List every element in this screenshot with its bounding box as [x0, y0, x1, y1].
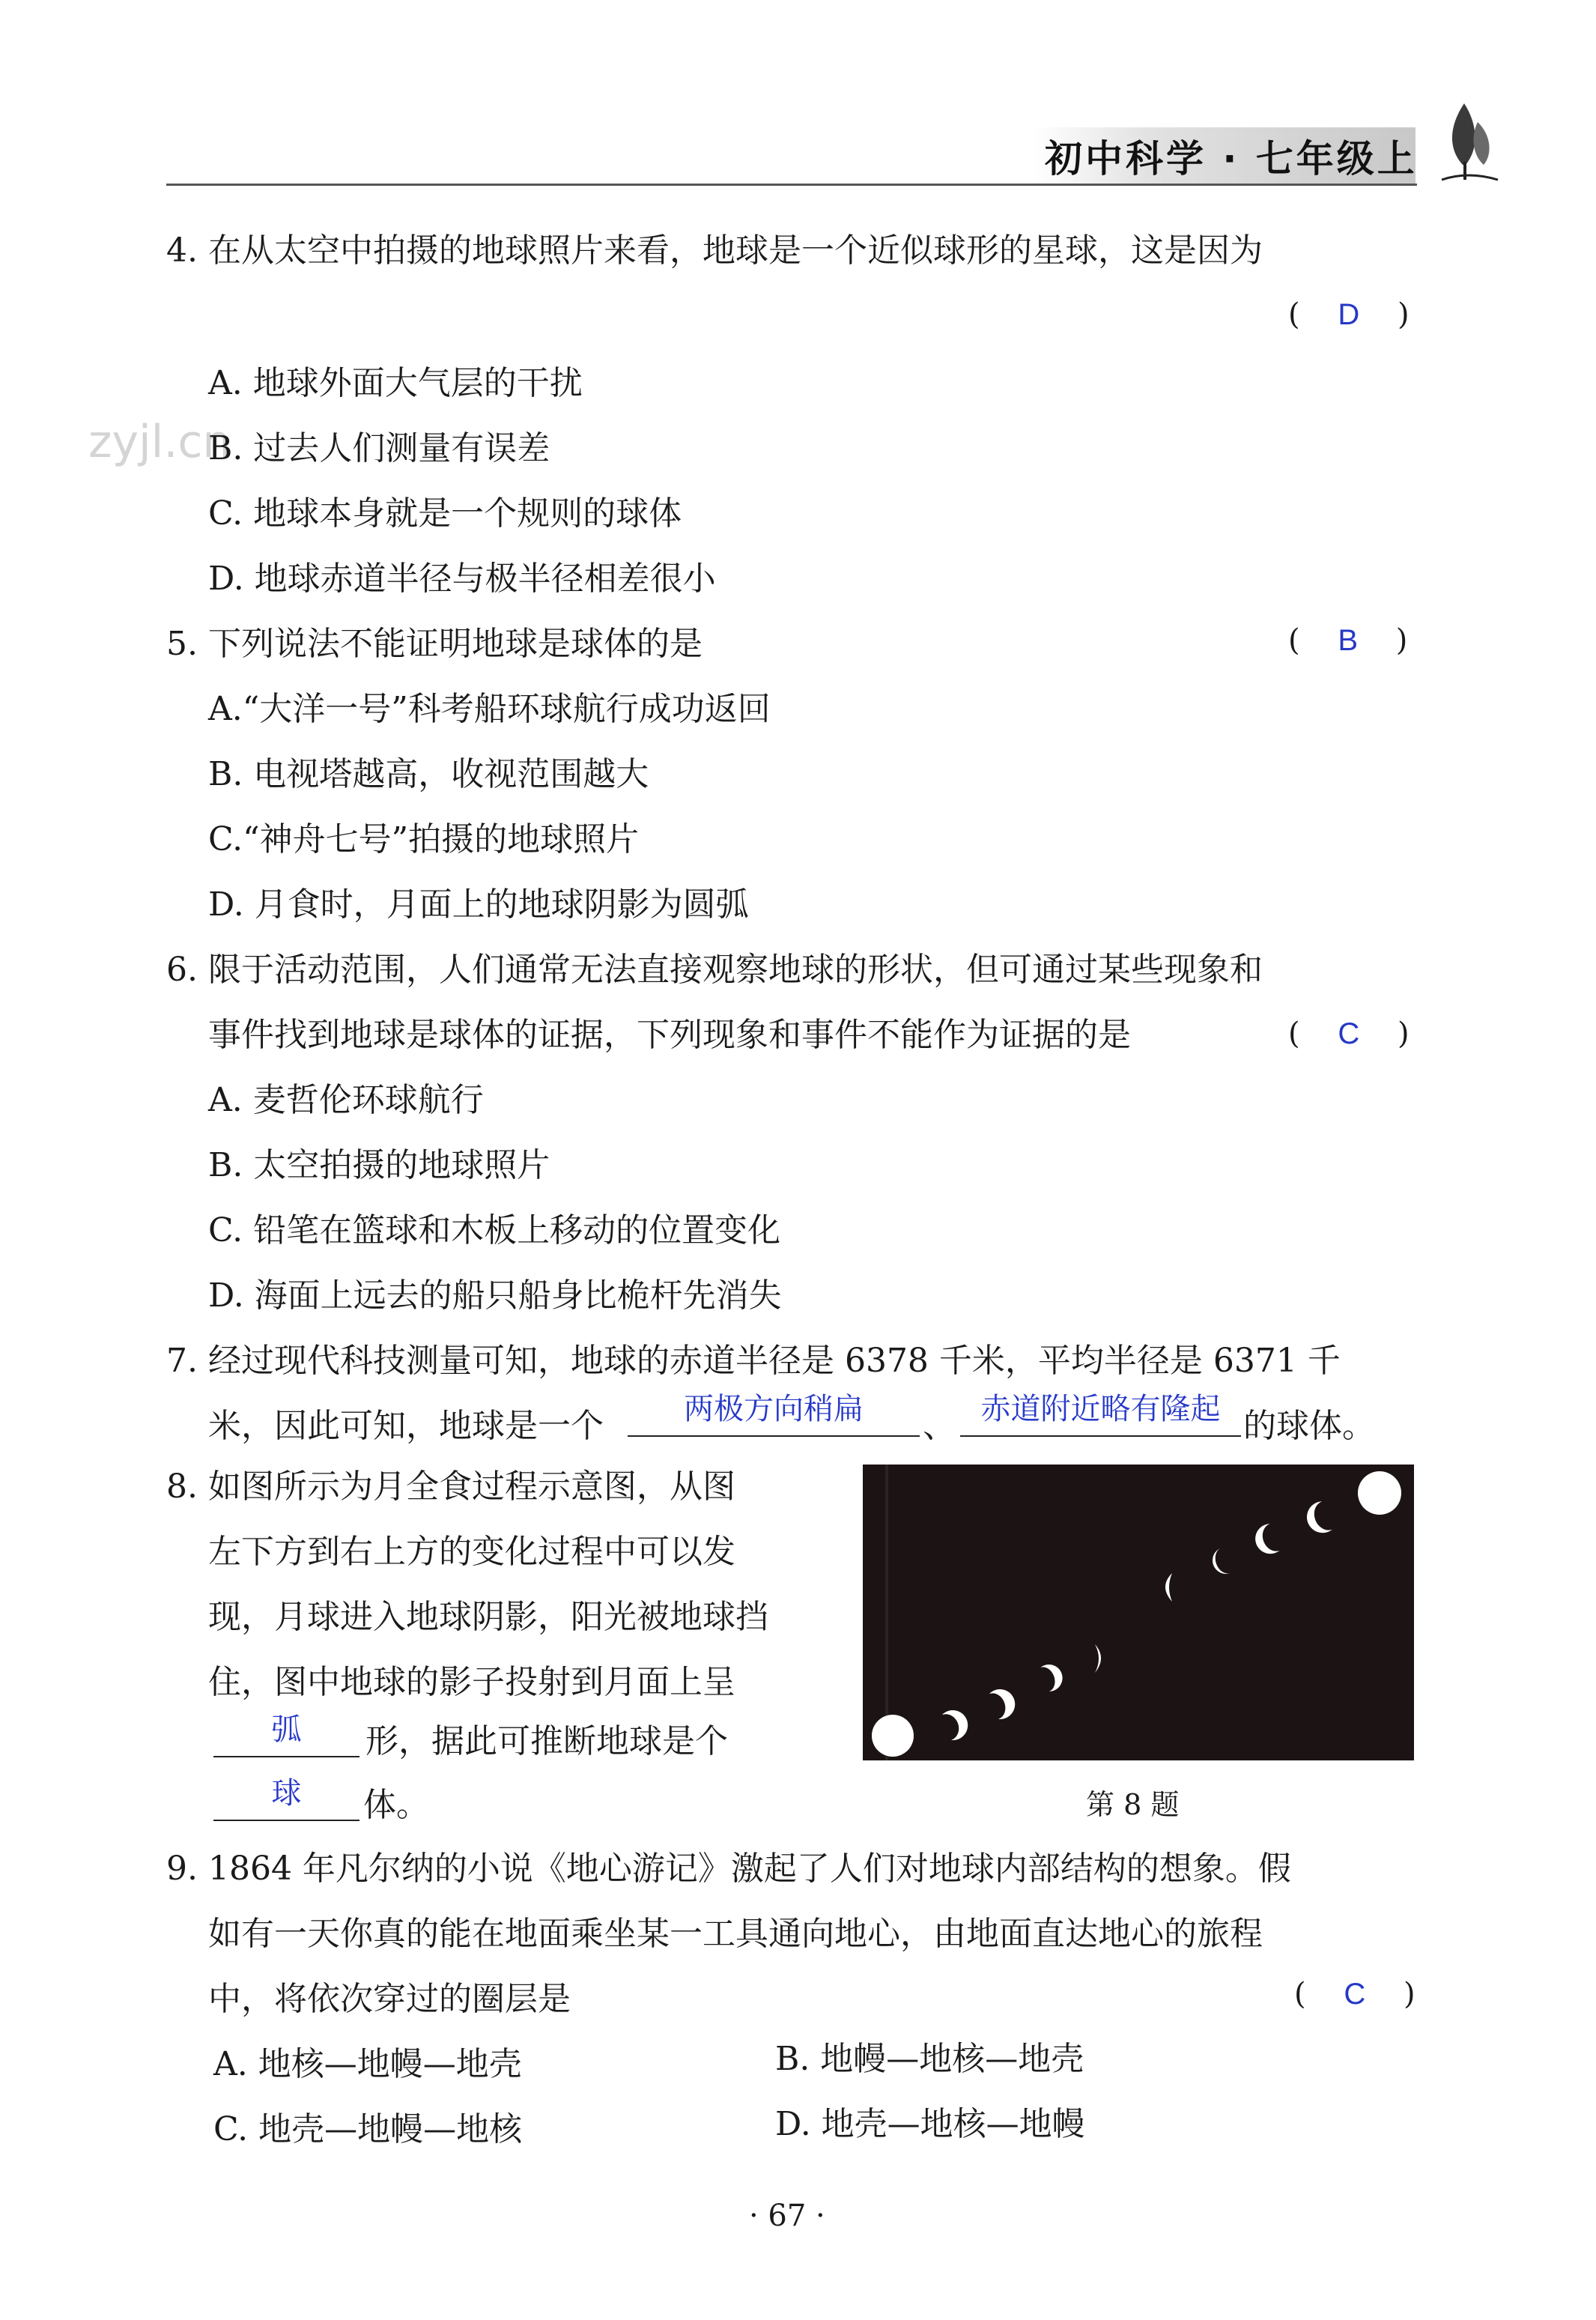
- q9-answer: C: [1344, 1978, 1366, 2011]
- q5-answer: B: [1338, 624, 1359, 657]
- q6-answer: C: [1338, 1017, 1360, 1050]
- q6-option-a: A. 麦哲伦环球航行: [208, 1081, 484, 1119]
- q9-option-d: D. 地壳—地核—地幔: [775, 2105, 1085, 2143]
- q6-answer-paren: [1288, 1011, 1410, 1056]
- q8-blank-2[interactable]: [213, 1776, 359, 1821]
- q7-blank-2-answer: 赤道附近略有隆起: [980, 1393, 1221, 1426]
- tree-icon: [1434, 96, 1502, 186]
- q8-stem-line-2: 左下方到右上方的变化过程中可以发: [208, 1533, 735, 1571]
- q5-option-a: A.“大洋一号”科考船环球航行成功返回: [208, 690, 771, 728]
- header-rule: [166, 184, 1417, 186]
- q9-option-c: C. 地壳—地幔—地核: [213, 2110, 523, 2148]
- watermark: zyjl.cn: [88, 416, 231, 468]
- header-title: 初中科学 · 七年级上: [1045, 137, 1418, 181]
- q8-stem-line-1: 8. 如图所示为月全食过程示意图，从图: [166, 1468, 735, 1506]
- paren-open: (: [1294, 1977, 1306, 2011]
- q9-option-a: A. 地核—地幔—地壳: [213, 2045, 522, 2083]
- q4-option-a: A. 地球外面大气层的干扰: [208, 364, 583, 402]
- q5-answer-paren: [1288, 618, 1407, 663]
- paren-close: ): [1395, 623, 1408, 658]
- paren-open: (: [1288, 297, 1300, 332]
- q7-blank-1-answer: 两极方向稍扁: [684, 1393, 864, 1426]
- q9-stem-line-1: 9. 1864 年凡尔纳的小说《地心游记》激起了人们对地球内部结构的想象。假: [166, 1850, 1291, 1888]
- q9-option-b: B. 地幔—地核—地壳: [775, 2040, 1084, 2078]
- q7-stem-line-2: 米，因此可知，地球是一个: [208, 1407, 604, 1445]
- q8-stem-line-6: 体。: [363, 1786, 429, 1824]
- q9-stem-line-3: 中，将依次穿过的圈层是: [208, 1980, 571, 2018]
- q5-stem-line-1: 5. 下列说法不能证明地球是球体的是: [166, 625, 703, 663]
- q9-stem-line-2: 如有一天你真的能在地面乘坐某一工具通向地心，由地面直达地心的旅程: [208, 1915, 1263, 1953]
- q9-answer-paren: [1294, 1972, 1416, 2017]
- q7-tail: 的球体。: [1243, 1407, 1375, 1445]
- paren-open: (: [1288, 623, 1300, 658]
- q8-blank-1-answer: 弧: [271, 1713, 302, 1746]
- paren-close: ): [1403, 1977, 1416, 2011]
- q8-stem-line-3: 现，月球进入地球阴影，阳光被地球挡: [208, 1598, 768, 1636]
- q5-option-b: B. 电视塔越高，收视范围越大: [208, 755, 649, 793]
- paren-close: ): [1397, 297, 1410, 332]
- q4-answer-paren: [1288, 292, 1410, 337]
- q4-option-d: D. 地球赤道半径与极半径相差很小: [208, 560, 716, 598]
- q7-separator: 、: [923, 1407, 956, 1445]
- page-number: · 67 ·: [749, 2199, 825, 2233]
- q8-blank-1[interactable]: [213, 1712, 359, 1757]
- q5-option-d: D. 月食时，月面上的地球阴影为圆弧: [208, 885, 749, 924]
- figure-caption: 第 8 题: [1086, 1788, 1180, 1821]
- paren-close: ): [1397, 1017, 1410, 1051]
- q6-option-d: D. 海面上远去的船只船身比桅杆先消失: [208, 1276, 782, 1315]
- q4-option-c: C. 地球本身就是一个规则的球体: [208, 494, 682, 533]
- q7-blank-2[interactable]: [960, 1392, 1241, 1437]
- q4-option-b: B. 过去人们测量有误差: [208, 429, 550, 467]
- q6-option-c: C. 铅笔在篮球和木板上移动的位置变化: [208, 1211, 781, 1250]
- paren-open: (: [1288, 1017, 1300, 1051]
- q8-blank-2-answer: 球: [271, 1777, 302, 1810]
- q8-stem-line-4: 住，图中地球的影子投射到月面上呈: [208, 1663, 735, 1701]
- q8-stem-line-5: 形，据此可推断地球是个: [365, 1722, 728, 1760]
- q6-option-b: B. 太空拍摄的地球照片: [208, 1146, 550, 1184]
- q7-stem-line-1: 7. 经过现代科技测量可知，地球的赤道半径是 6378 千米，平均半径是 6371 千: [166, 1342, 1341, 1380]
- q6-stem-line-2: 事件找到地球是球体的证据，下列现象和事件不能作为证据的是: [208, 1016, 1131, 1054]
- q4-answer: D: [1338, 298, 1360, 331]
- q7-blank-1[interactable]: [628, 1392, 920, 1437]
- q6-stem-line-1: 6. 限于活动范围，人们通常无法直接观察地球的形状，但可通过某些现象和: [166, 951, 1263, 989]
- q5-option-c: C.“神舟七号”拍摄的地球照片: [208, 820, 640, 858]
- q4-stem-line-1: 4. 在从太空中拍摄的地球照片来看，地球是一个近似球形的星球，这是因为: [166, 231, 1263, 270]
- lunar-eclipse-figure: [863, 1465, 1414, 1760]
